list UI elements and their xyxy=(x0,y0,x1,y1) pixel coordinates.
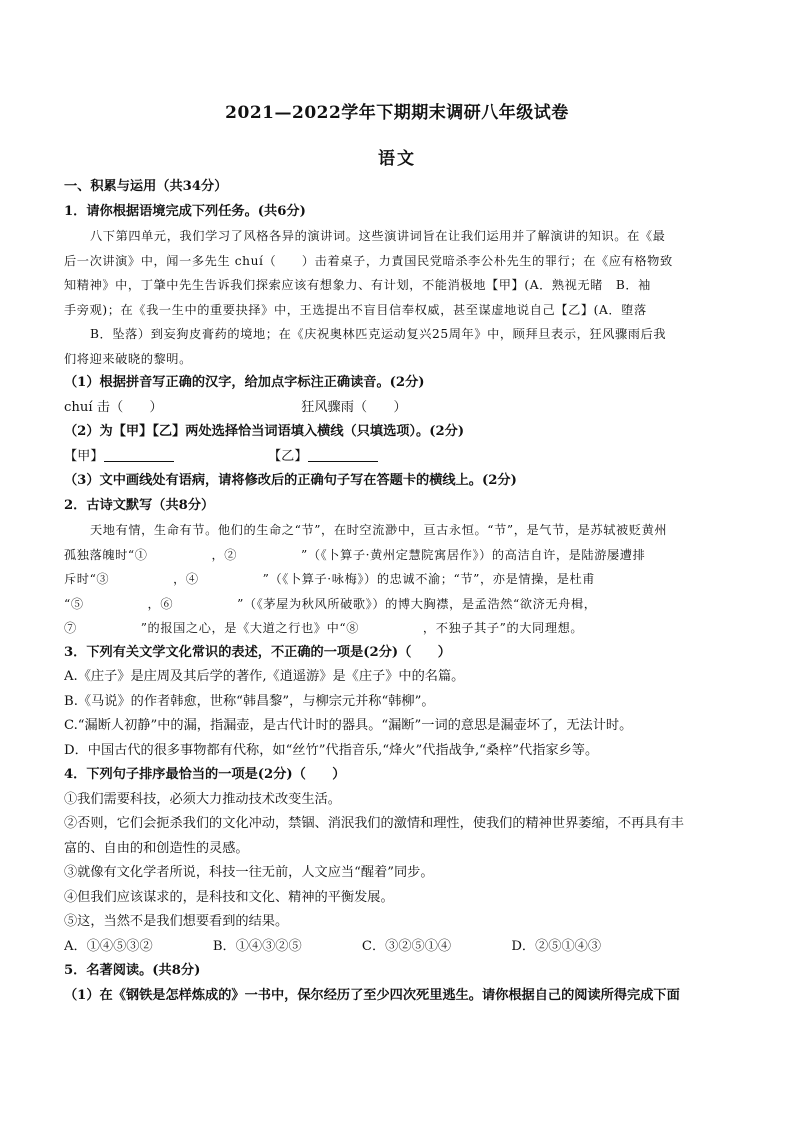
passage-line: 八下第四单元，我们学习了风格各异的演讲词。这些演讲词旨在让我们运用并了解演讲的知识。在《最 xyxy=(90,229,666,243)
passage-line: 孤独落魄时“① ，② ”（《卜算子·黄州定慧院寓居作》）的高洁自许，是陆游屡遭排 xyxy=(64,547,646,562)
answer-blank[interactable] xyxy=(308,447,378,462)
choice-b: B．①④③②⑤ xyxy=(212,938,302,954)
sentence-item: ④但我们应该谋求的，是科技和文化、精神的平衡发展。 xyxy=(64,889,394,905)
blank-label-yi: 【乙】 xyxy=(267,448,308,464)
option-c: C.“漏断人初静”中的漏，指漏壶，是古代计时的器具。“漏断”一词的意思是漏壶坏了，无法计时。 xyxy=(64,718,633,733)
passage-line: 斥时“③ ，④ ”（《卜算子·咏梅》）的忠诚不渝；“节”，亦是情操，是杜甫 xyxy=(64,572,596,586)
passage-line: B．坠落）到妄狗皮膏药的境地；在《庆祝奥林匹克运动复兴25周年》中，顾拜旦表示，狂风骤雨后我 xyxy=(90,327,667,341)
answer-blank[interactable] xyxy=(104,447,174,462)
passage-line: 天地有情，生命有节。他们的生命之“节”，在时空流渺中，亘古永恒。“节”，是气节，是苏轼被贬黄州 xyxy=(90,523,668,537)
option-a: A.《庄子》是庄周及其后学的著作,《逍遥游》是《庄子》中的名篇。 xyxy=(64,669,465,684)
sub-question: （2）为【甲】【乙】两处选择恰当词语填入横线（只填选项）。(2分) xyxy=(64,424,465,439)
subject-title: 语文 xyxy=(378,149,416,169)
passage-line: 后一次讲演》中，闻一多先生 chuí（ ）击着桌子，力責国民党暗杀李公朴先生的罪行；在《应有格物致 xyxy=(64,253,673,268)
blank-label-jia: 【甲】 xyxy=(64,448,104,464)
answer-row xyxy=(64,396,732,421)
sub-question: （3）文中画线处有语病，请将修改后的正确句子写在答题卡的横线上。(2分) xyxy=(64,473,517,488)
passage-line: 们将迎来破晓的黎明。 xyxy=(64,351,192,366)
sentence-item: 富的、自由的和创造性的灵感。 xyxy=(64,840,249,856)
sentence-item: ②否则，它们会扼杀我们的文化冲动，禁锢、消泯我们的激情和理性，使我们的精神世界萎缩，不再具有丰 xyxy=(64,816,684,831)
choice-c: C．③②⑤①④ xyxy=(361,938,452,954)
question-4-heading: 4．下列句子排序最恰当的一项是(2分)（ ） xyxy=(64,767,346,782)
passage-line: “⑤ ，⑥ ”（《茅屋为秋风所破歌》）的博大胸襟，是孟浩然“欲济无舟楫， xyxy=(64,596,597,611)
answer-row xyxy=(64,445,732,470)
exam-title: 2021—2022学年下期期末调研八年级试卷 xyxy=(225,103,569,123)
choice-a: A．①④⑤③② xyxy=(64,938,153,954)
passage-line: 手旁观)；在《我一生中的重要抉择》中，王选提出不盲目信奉权威，甚至谋虚地说自己【乙】(A．堕落 xyxy=(64,302,647,317)
sentence-item: ⑤这，当然不是我们想要看到的结果。 xyxy=(64,914,289,929)
choice-d: D．②⑤①④③ xyxy=(511,938,602,954)
question-2-heading: 2．古诗文默写（共8分） xyxy=(64,497,215,513)
option-b: B.《马说》的作者韩愈，世称“韩昌黎”，与柳宗元并称“韩柳”。 xyxy=(64,693,435,709)
sentence-item: ③就像有文化学者所说，科技一往无前，人文应当“醒着”同步。 xyxy=(64,865,434,880)
section-heading: 一、积累与运用（共34分） xyxy=(64,179,228,194)
question-3-heading: 3．下列有关文学文化常识的表述，不正确的一项是(2分)（ ） xyxy=(64,644,451,660)
exam-content xyxy=(64,175,732,1008)
passage-line: 知精神》中，丁肇中先生告诉我们探索应该有想象力、有计划，不能消极地【甲】(A．熟视无睹 B．袖 xyxy=(64,278,651,292)
question-1-heading: 1．请你根据语境完成下列任务。(共6分) xyxy=(64,203,306,219)
sentence-item: ①我们需要科技，必须大力推动技术改变生活。 xyxy=(64,791,341,807)
sub-question: （1）根据拼音写正确的汉字，给加点字标注正确读音。(2分) xyxy=(64,375,425,390)
pinyin-answer: chuí 击（ ） xyxy=(64,399,163,415)
reading-answer: 狂风骤雨（ ） xyxy=(301,399,407,415)
passage-line: ⑦ ”的报国之心，是《大道之行也》中“⑧ ，不独子其子”的大同理想。 xyxy=(64,621,584,635)
option-d: D．中国古代的很多事物都有代称，如“丝竹”代指音乐,“烽火”代指战争,“桑梓”代指家乡等。 xyxy=(64,742,599,758)
choices-row xyxy=(64,935,732,960)
question-5-heading: 5．名著阅读。(共8分) xyxy=(64,963,201,978)
sub-question: （1）在《钢铁是怎样炼成的》一书中，保尔经历了至少四次死里逃生。请你根据自己的阅读所得完成下面 xyxy=(64,987,680,1003)
